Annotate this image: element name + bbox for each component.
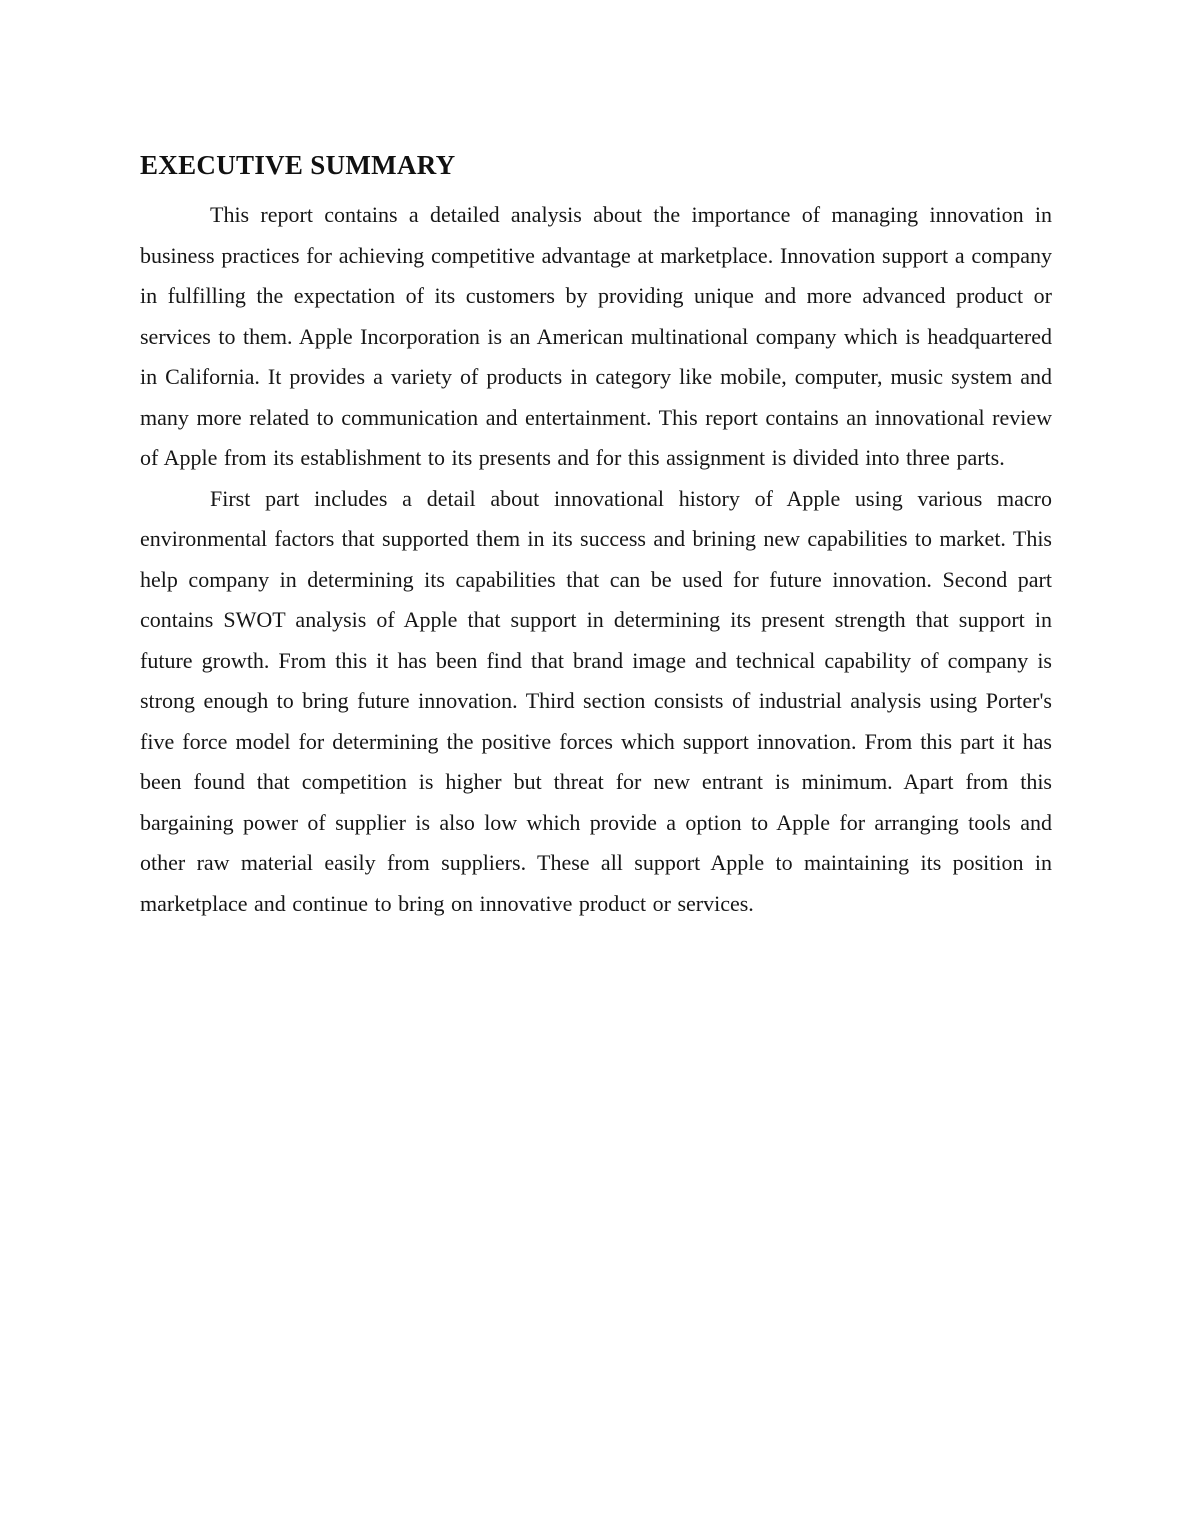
paragraph-executive-summary-1: This report contains a detailed analysis about the importance of managing innovation in business practices for achieving competitive advantage at marketplace. Innovation support a company in fulfilling the expectation of its customers by providing unique and more advanced product or services to them. Apple Incorporation is an American multinational company which is headquartered in California. It provides a variety of products in category like mobile, computer, music system and many more related to communication and entertainment. This report contains an innovational review of Apple from its establishment to its presents and for this assignment is divided into three parts. <box>140 202 1052 470</box>
document-content <box>140 150 1052 924</box>
paragraph-executive-summary-2: First part includes a detail about innovational history of Apple using various macro environmental factors that supported them in its success and brining new capabilities to market. This help company in determining its capabilities that can be used for future innovation. Second part contains SWOT analysis of Apple that support in determining its present strength that support in future growth. From this it has been find that brand image and technical capability of company is strong enough to bring future innovation. Third section consists of industrial analysis using Porter's five force model for determining the positive forces which support innovation. From this part it has been found that competition is higher but threat for new entrant is minimum. Apart from this bargaining power of supplier is also low which provide a option to Apple for arranging tools and other raw material easily from suppliers. These all support Apple to maintaining its position in marketplace and continue to bring on innovative product or services. <box>140 485 1052 916</box>
document-heading: EXECUTIVE SUMMARY <box>140 150 456 180</box>
